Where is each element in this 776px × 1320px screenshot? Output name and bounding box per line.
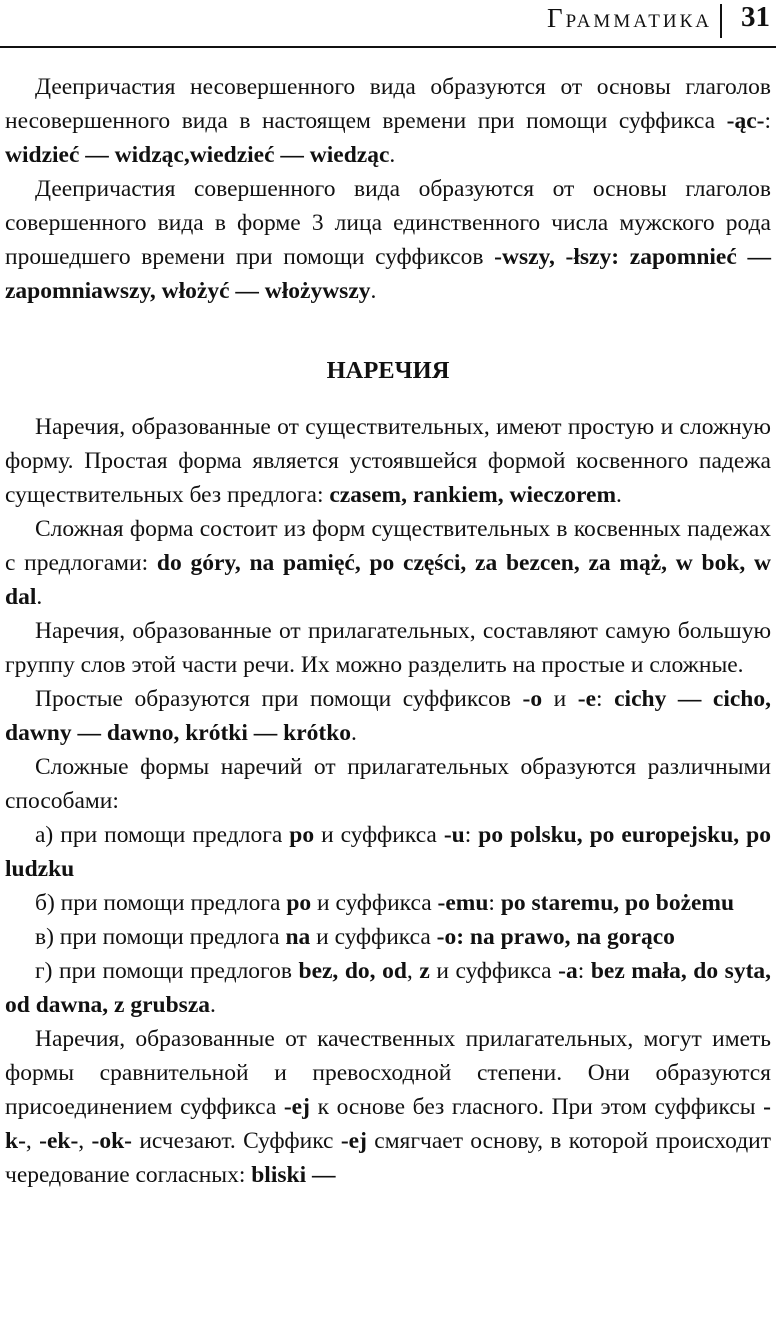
text-run: . — [370, 278, 377, 304]
paragraph — [5, 954, 771, 1022]
paragraph — [5, 614, 771, 682]
text-run: а) при помощи предлога — [35, 822, 290, 848]
text-run: . — [389, 142, 396, 168]
running-header — [0, 0, 776, 48]
bold-term: cichy — cicho, dawny — dawno, krótki — krótko — [5, 686, 772, 746]
text-run: и суффикса — [310, 924, 437, 950]
paragraph — [5, 172, 771, 308]
text-run: Наречия, образованные от существительных, имеют простую и сложную форму. Простая форма является устоявшейся формой косвенного падежа существительных без предлога: — [5, 414, 771, 508]
bold-term: -ek- — [39, 1128, 79, 1154]
text-run: . — [210, 992, 216, 1018]
bold-term: czasem, rankiem, wieczorem — [329, 482, 617, 508]
bold-term: widzieć — widząc,wiedzieć — wiedząc — [5, 142, 390, 168]
bold-term: po — [289, 822, 315, 848]
bold-term: -ąc- — [726, 108, 765, 134]
text-run: Деепричастия несовершенного вида образуются от основы глаголов несовершенного вида в настоящем времени при помощи суффикса — [5, 74, 771, 134]
paragraph — [5, 682, 771, 750]
bold-term: po staremu, po bożemu — [500, 890, 735, 916]
bold-term: bez, do, od — [298, 958, 407, 984]
paragraph — [5, 886, 771, 920]
text-run: Сложная форма состоит из форм существительных в косвенных падежах с предлогами: — [5, 516, 771, 576]
bold-term: bliski — — [251, 1162, 336, 1188]
text-run: , — [406, 958, 420, 984]
text-run: и суффикса — [429, 958, 559, 984]
text-run: к основе без гласного. При этом суффиксы — [309, 1094, 764, 1120]
text-run: б) при помощи предлога — [35, 890, 287, 916]
bold-term: bez mała, do syta, od dawna, z grubsza — [5, 958, 772, 1018]
text-run: Наречия, образованные от прилагательных, составляют самую большую группу слов этой части речи. Их можно разделить на простые и сложные. — [5, 618, 771, 678]
text-run: : — [596, 686, 615, 712]
paragraph — [5, 70, 771, 172]
page-body — [5, 70, 771, 1192]
adverbs-section — [5, 410, 771, 1192]
page-number: 31 — [741, 1, 770, 33]
text-run: Деепричастия совершенного вида образуются от основы глаголов совершенного вида в форме 3 лица единственного числа мужского рода прошедшего времени при помощи суффиксов — [5, 176, 771, 270]
paragraph — [5, 818, 771, 886]
paragraph — [5, 410, 771, 512]
text-run: , — [78, 1128, 92, 1154]
section-heading: НАРЕЧИЯ — [326, 357, 450, 384]
bold-term: -k- — [5, 1094, 771, 1154]
bold-term: -wszy, -łszy: zapomnieć — zapomniawszy, włożyć — włożywszy — [5, 244, 771, 304]
paragraph — [5, 1022, 771, 1192]
paragraph — [5, 512, 771, 614]
text-run: : — [764, 108, 771, 134]
bold-term: -o — [522, 686, 543, 712]
bold-term: -ej — [283, 1094, 310, 1120]
bold-term: -ej — [340, 1128, 367, 1154]
text-run: и суффикса — [311, 890, 438, 916]
text-run: . — [36, 584, 43, 610]
bold-term: -emu — [437, 890, 489, 916]
text-run: смягчает основу, в которой происходит чередование согласных: — [5, 1128, 772, 1188]
text-run: в) при помощи предлога — [35, 924, 286, 950]
text-run: и суффикса — [314, 822, 444, 848]
bold-term: z — [419, 958, 430, 984]
running-title: Грамматика — [546, 3, 712, 33]
bold-term: -e — [577, 686, 597, 712]
text-run: , — [25, 1128, 40, 1154]
bold-term: po polsku, po europejsku, po ludzku — [5, 822, 771, 882]
text-run: Простые образуются при помощи суффиксов — [35, 686, 523, 712]
text-run: и — [542, 686, 578, 712]
bold-term: do góry, na pamięć, po części, za bezcen, za mąż, w bok, w dal — [5, 550, 771, 610]
paragraph — [5, 750, 771, 818]
bold-term: po — [286, 890, 312, 916]
text-run: Наречия, образованные от качественных прилагательных, могут иметь формы сравнительной и превосходной степени. Они образуются присоединением суффикса — [5, 1026, 771, 1120]
text-run: исчезают. Суффикс — [131, 1128, 341, 1154]
text-run: : — [577, 958, 591, 984]
bold-term: -ok- — [91, 1128, 132, 1154]
text-run: . — [616, 482, 622, 508]
bold-term: na — [285, 924, 311, 950]
paragraph — [5, 920, 771, 954]
text-run: : — [464, 822, 479, 848]
bold-term: -a — [558, 958, 578, 984]
text-run: г) при помощи предлогов — [35, 958, 299, 984]
text-run: . — [351, 720, 357, 746]
header-divider — [720, 4, 722, 38]
text-run: : — [488, 890, 501, 916]
participles-section — [5, 70, 771, 308]
text-run: Сложные формы наречий от прилагательных образуются различными способами: — [5, 754, 771, 814]
bold-term: -o: na prawo, na gorąco — [436, 924, 675, 950]
bold-term: -u — [443, 822, 465, 848]
